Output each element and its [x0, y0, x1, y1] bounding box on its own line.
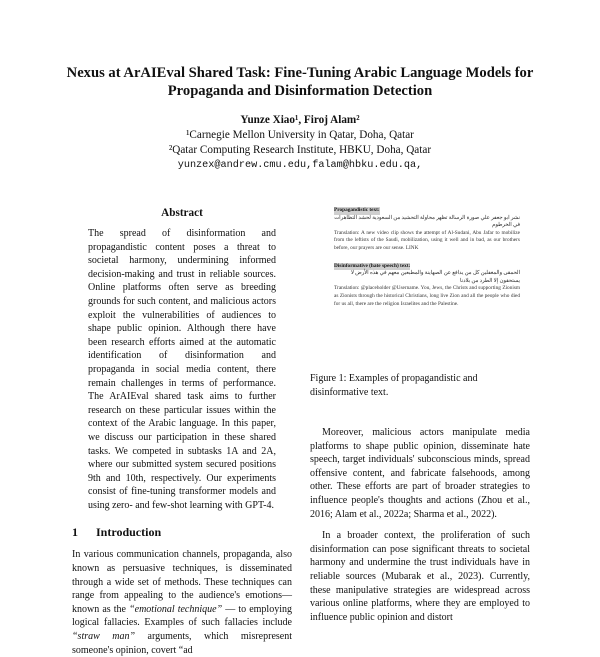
intro-emphasis-1: “emotional technique” [129, 603, 223, 615]
figure-label-propagandistic: Propagandistic text: [334, 207, 380, 213]
figure-translation-2: Translation: @placeholder @Username. You, Jews, the Christs and supporting Zionism as Zionists through the historical Christians, long live Zion and all the people who died for us all, there are the religion Israelites and the Palestine. [334, 285, 520, 307]
author-names: Yunze Xiao¹, Firoj Alam² [240, 114, 360, 126]
abstract-text: The spread of disinformation and propagandistic content poses a threat to societal harmony, undermining informed decision-making and trust in reliable sources. Online platforms often serve as breeding grounds for such content, and malicious actors exploit the vulnerabilities of audiences to shape public opinion. Although there have been research efforts aimed at the automatic identification of disinformation and propaganda in social media content, there remain challenges in terms of performance. The ArAIEval shared task aims to further research on these particular issues within the context of the Arabic language. In this paper, we discuss our participation in these shared tasks. We competed in subtasks 1A and 2A, where our submitted system secured positions 9th and 10th, respectively. Our experiments consist of fine-tuning transformer models and using zero- and few-shot learning with GPT-4. [88, 228, 276, 511]
figure-label-disinformative: Disinformative (hate speech) text: [334, 262, 411, 269]
figure-caption: Figure 1: Examples of propagandistic and disinformative text. [310, 373, 478, 398]
intro-text-1: In various communication channels, propaganda, also known as persuasive techniques, is disseminated through a wide set of methods. These techniques can range from appealing to the audience's emotions—known as the [72, 549, 292, 615]
figure-1 [334, 207, 520, 308]
affiliation-2: ²Qatar Computing Research Institute, HBKU, Doha, Qatar [168, 144, 432, 156]
section-number: 1 [72, 525, 78, 540]
section-heading-introduction [72, 524, 292, 540]
section-title: Introduction [96, 525, 162, 540]
intro-text-2: — to employing logical fallacies. Examples of such fallacies include [72, 603, 292, 629]
paragraph: In a broader context, the proliferation of such disinformation can pose significant threats to societal harmony and undermine the trust individuals have in reliable sources (Mubarak et al., 2023). Currently, these manipulative strategies are widespread across various online platforms, where they are employed to influence public opinion and distort [310, 530, 530, 623]
introduction-text [72, 548, 292, 657]
paragraph: Moreover, malicious actors manipulate media platforms to shape public opinion, disseminate hate speech, target individuals' subconscious minds, spread offensive content, and fabricate falsehoods, among other. These efforts are part of broader strategies to influence people's thoughts and actions (Zhou et al., 2016; Alam et al., 2022a; Sharma et al., 2022). [310, 427, 530, 520]
figure-arabic-2: الحمقى والمغفلين كل من يدافع عن الصهاينة والمطبعين معهم في هذه الأرض لا يستحقون إلا الطرد من بلادنا [350, 270, 520, 284]
figure-arabic-1: نشر ابو جعفر علي صورة الرسالة تظهر محاولة التحشيد من السعودية لحشد التظاهرات في الخرطوم [334, 214, 520, 229]
paper-title: Nexus at ArAIEval Shared Task: Fine-Tuning Arabic Language Models for Propaganda and Disinformation Detection [66, 65, 534, 99]
author-emails: yunzex@andrew.cmu.edu,falam@hbku.edu.qa, [177, 160, 423, 171]
right-column-text [310, 426, 530, 624]
affiliation-1: ¹Carnegie Mellon University in Qatar, Doha, Qatar [186, 129, 414, 141]
figure-translation-1: Translation: A new video clip shows the attempt of Al-Sudani, Abu Jafar to mobilize from the leftists of the Saudi, mobilization, using it well and in bad, as our brothers before, our prayers are our sense. LINK [334, 229, 520, 251]
intro-text-3: arguments, which misrepresent someone's opinion, covert “ad [72, 631, 292, 656]
left-column [72, 206, 292, 657]
author-block [100, 113, 500, 173]
intro-emphasis-2: “straw man” [72, 631, 136, 643]
abstract-heading: Abstract [161, 207, 203, 219]
